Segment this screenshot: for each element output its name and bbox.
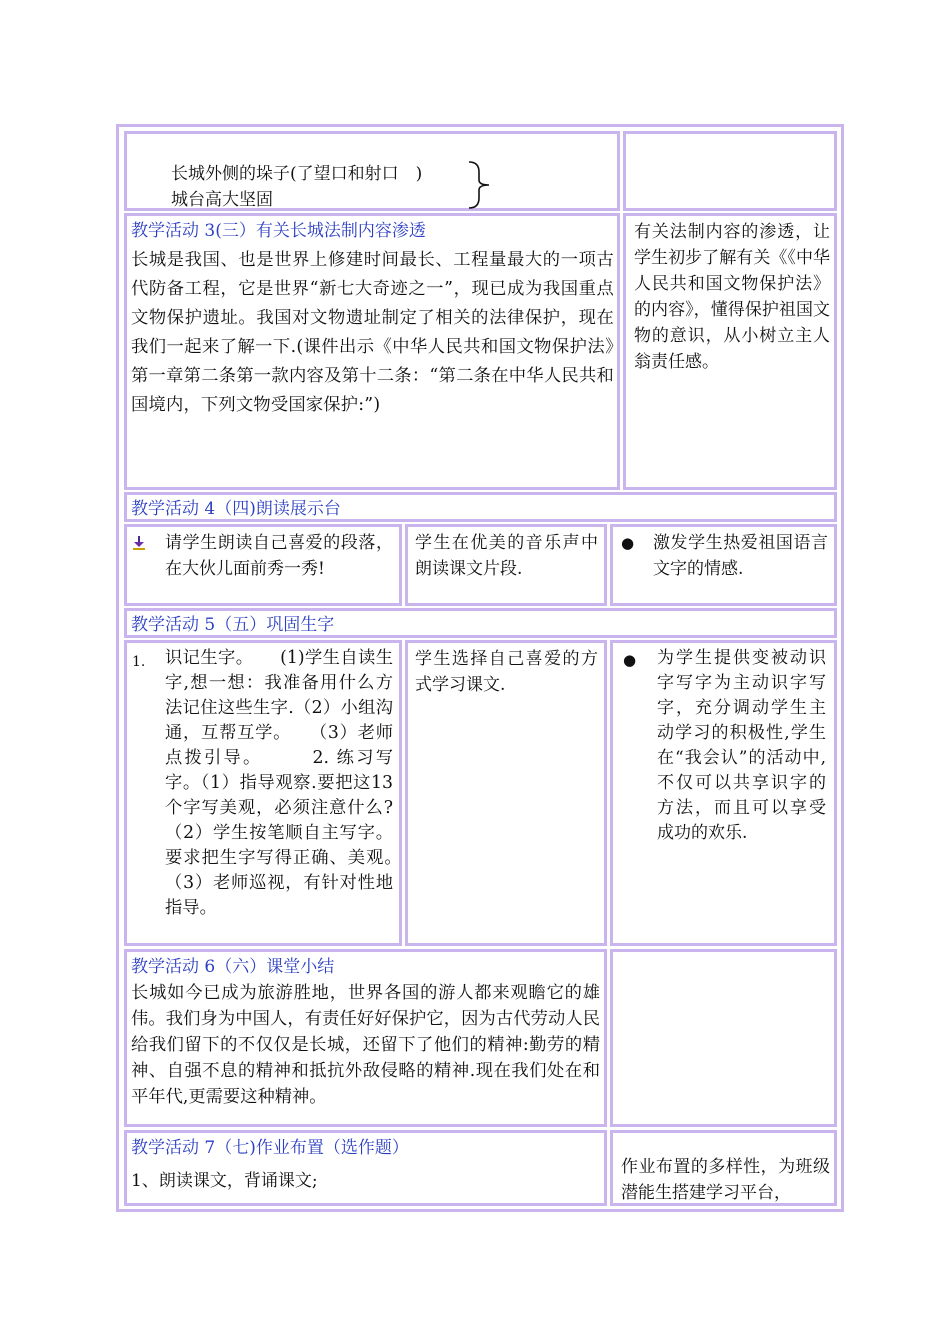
activity4-heading: 教学活动 4（四)朗读展示台	[131, 499, 341, 519]
activity7-cell	[124, 1130, 607, 1206]
activity5-header-cell	[124, 608, 837, 638]
activity5-col2: 学生选择自己喜爱的方式学习课文.	[415, 649, 598, 695]
activity7-note: 作业布置的多样性，为班级潜能生搭建学习平台，	[621, 1157, 830, 1203]
activity4-col3: 激发学生热爱祖国语言文字的情感.	[653, 533, 828, 579]
activity3-body: 长城是我国、也是世界上修建时间最长、工程量最大的一项古代防备工程，它是世界“新七大奇迹之一”，现已成为我国重点文物保护遗址。我国对文物遗址制定了相关的法律保护，现在我们一起来了解一下.(课件出示《中华人民共和国文物保护法》第一章第二条第一款内容及第十二条：“第二条在中华人民共和国境内，下列文物受国家保护:”)	[131, 250, 614, 415]
activity3-heading: 教学活动 3(三）有关长城法制内容渗透	[131, 221, 426, 241]
activity3-note: 有关法制内容的渗透，让学生初步了解有关《《中华人民共和国文物保护法》的内容》，懂得保护祖国文物的意识，从小树立主人翁责任感。	[634, 222, 830, 372]
activity6-cell	[124, 949, 607, 1127]
activity5-col3-cell	[610, 640, 837, 946]
top-right-cell	[623, 131, 837, 211]
activity6-note-cell	[610, 949, 837, 1127]
activity4-col1: 请学生朗读自己喜爱的段落，在大伙儿面前秀一秀!	[165, 533, 393, 579]
activity7-note-cell	[610, 1130, 837, 1206]
activity7-item1: 1、朗读课文，背诵课文;	[131, 1171, 318, 1191]
activity5-num: 1.	[132, 654, 146, 670]
activity5-heading: 教学活动 5（五）巩固生字	[131, 615, 335, 635]
top-left-cell	[124, 131, 620, 211]
activity5-col1: 识记生字。 (1)学生自读生字,想一想：我准备用什么方法记住这些生字.（2）小组沟通，互帮互学。 （3）老师点拨引导。 2. 练习写字。（1）指导观察.要把这13个字写美观，必须注意什么? （2）学生按笔顺自主写字。要求把生字写得正确、美观。 （3）老师巡视，有针对性地指导。	[165, 648, 428, 918]
activity6-heading: 教学活动 6（六）课堂小结	[131, 957, 335, 977]
activity3-cell	[124, 213, 620, 490]
activity3-note-cell	[623, 213, 837, 490]
top-line-1: 长城外侧的垛子(了望口和射口 )	[171, 164, 423, 184]
right-brace-icon	[465, 160, 493, 210]
activity5-col2-cell	[405, 640, 607, 946]
top-line-2: 城台高大坚固	[171, 190, 273, 210]
activity4-col1-cell	[124, 524, 402, 606]
dot-bullet-icon: ●	[621, 534, 635, 552]
activity6-body: 长城如今已成为旅游胜地，世界各国的游人都来观瞻它的雄伟。我们身为中国人，有责任好好保护它，因为古代劳动人民给我们留下的不仅仅是长城，还留下了他们的精神:勤劳的精神、自强不息的精神和抵抗外敌侵略的精神.现在我们处在和平年代,更需要这种精神。	[131, 983, 600, 1107]
arrow-bullet-icon	[131, 535, 147, 551]
activity4-col3-cell	[610, 524, 837, 606]
dot-bullet-icon: ●	[623, 651, 637, 669]
activity4-col2-cell	[405, 524, 607, 606]
activity5-col1-cell	[124, 640, 428, 946]
activity4-header-cell	[124, 492, 837, 522]
activity4-col2: 学生在优美的音乐声中朗读课文片段.	[415, 533, 598, 579]
activity5-col3: 为学生提供变被动识字写字为主动识字写字，充分调动学生主动学习的积极性,学生在“我会认”的活动中,不仅可以共享识字的方法，而且可以享受成功的欢乐.	[657, 648, 826, 843]
activity7-heading: 教学活动 7（七)作业布置（选作题）	[131, 1138, 409, 1158]
